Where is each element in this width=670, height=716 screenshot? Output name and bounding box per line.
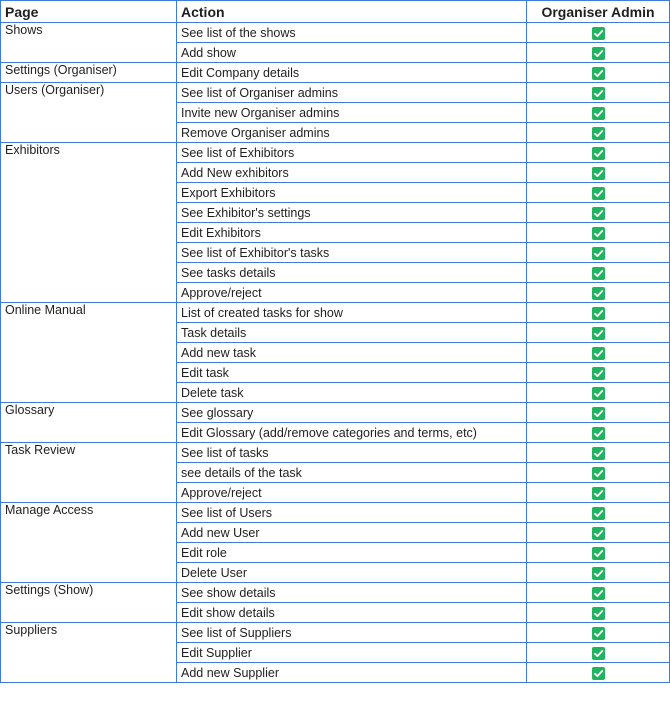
- action-cell: Export Exhibitors: [177, 183, 527, 203]
- organiser-admin-cell: [527, 83, 670, 103]
- checkmark-icon: [592, 607, 605, 620]
- page-cell: Users (Organiser): [1, 83, 177, 143]
- permissions-body: [1, 23, 670, 683]
- action-cell: Edit Supplier: [177, 643, 527, 663]
- action-cell: See Exhibitor's settings: [177, 203, 527, 223]
- organiser-admin-cell: [527, 583, 670, 603]
- action-cell: Delete task: [177, 383, 527, 403]
- checkmark-icon: [592, 267, 605, 280]
- checkmark-icon: [592, 467, 605, 480]
- action-cell: Edit show details: [177, 603, 527, 623]
- table-row: [1, 83, 670, 103]
- organiser-admin-cell: [527, 543, 670, 563]
- table-row: [1, 503, 670, 523]
- action-cell: See glossary: [177, 403, 527, 423]
- action-cell: Add show: [177, 43, 527, 63]
- header-row: [1, 1, 670, 23]
- organiser-admin-cell: [527, 223, 670, 243]
- checkmark-icon: [592, 587, 605, 600]
- checkmark-icon: [592, 247, 605, 260]
- action-cell: Edit Company details: [177, 63, 527, 83]
- page-cell: Task Review: [1, 443, 177, 503]
- action-cell: Edit role: [177, 543, 527, 563]
- table-row: [1, 143, 670, 163]
- checkmark-icon: [592, 227, 605, 240]
- table-row: [1, 303, 670, 323]
- action-cell: Add new User: [177, 523, 527, 543]
- checkmark-icon: [592, 47, 605, 60]
- checkmark-icon: [592, 387, 605, 400]
- organiser-admin-cell: [527, 103, 670, 123]
- action-cell: See list of Exhibitor's tasks: [177, 243, 527, 263]
- checkmark-icon: [592, 167, 605, 180]
- page-cell: Suppliers: [1, 623, 177, 683]
- checkmark-icon: [592, 107, 605, 120]
- checkmark-icon: [592, 87, 605, 100]
- organiser-admin-cell: [527, 43, 670, 63]
- checkmark-icon: [592, 647, 605, 660]
- organiser-admin-cell: [527, 343, 670, 363]
- action-cell: Edit Glossary (add/remove categories and terms, etc): [177, 423, 527, 443]
- checkmark-icon: [592, 347, 605, 360]
- organiser-admin-cell: [527, 643, 670, 663]
- action-cell: List of created tasks for show: [177, 303, 527, 323]
- organiser-admin-cell: [527, 183, 670, 203]
- action-cell: See tasks details: [177, 263, 527, 283]
- page-cell: Settings (Organiser): [1, 63, 177, 83]
- organiser-admin-cell: [527, 203, 670, 223]
- organiser-admin-cell: [527, 663, 670, 683]
- action-cell: Add new task: [177, 343, 527, 363]
- action-cell: Approve/reject: [177, 283, 527, 303]
- checkmark-icon: [592, 667, 605, 680]
- checkmark-icon: [592, 307, 605, 320]
- checkmark-icon: [592, 627, 605, 640]
- checkmark-icon: [592, 547, 605, 560]
- action-cell: See show details: [177, 583, 527, 603]
- action-cell: Add New exhibitors: [177, 163, 527, 183]
- table-row: [1, 443, 670, 463]
- checkmark-icon: [592, 427, 605, 440]
- organiser-admin-cell: [527, 163, 670, 183]
- checkmark-icon: [592, 487, 605, 500]
- organiser-admin-cell: [527, 283, 670, 303]
- organiser-admin-cell: [527, 523, 670, 543]
- table-row: [1, 583, 670, 603]
- checkmark-icon: [592, 447, 605, 460]
- checkmark-icon: [592, 207, 605, 220]
- checkmark-icon: [592, 507, 605, 520]
- organiser-admin-cell: [527, 443, 670, 463]
- organiser-admin-cell: [527, 263, 670, 283]
- table-row: [1, 23, 670, 43]
- action-cell: See list of the shows: [177, 23, 527, 43]
- action-cell: Delete User: [177, 563, 527, 583]
- checkmark-icon: [592, 567, 605, 580]
- action-cell: Remove Organiser admins: [177, 123, 527, 143]
- checkmark-icon: [592, 367, 605, 380]
- page-cell: Glossary: [1, 403, 177, 443]
- checkmark-icon: [592, 127, 605, 140]
- action-cell: See list of Suppliers: [177, 623, 527, 643]
- organiser-admin-cell: [527, 403, 670, 423]
- action-cell: Invite new Organiser admins: [177, 103, 527, 123]
- organiser-admin-cell: [527, 123, 670, 143]
- page-column-header: Page: [1, 1, 177, 23]
- checkmark-icon: [592, 287, 605, 300]
- checkmark-icon: [592, 187, 605, 200]
- action-cell: Edit Exhibitors: [177, 223, 527, 243]
- organiser-admin-cell: [527, 423, 670, 443]
- organiser-admin-cell: [527, 623, 670, 643]
- action-cell: Edit task: [177, 363, 527, 383]
- organiser-admin-cell: [527, 463, 670, 483]
- organiser-admin-column-header: Organiser Admin: [527, 1, 670, 23]
- organiser-admin-cell: [527, 323, 670, 343]
- action-column-header: Action: [177, 1, 527, 23]
- checkmark-icon: [592, 327, 605, 340]
- checkmark-icon: [592, 407, 605, 420]
- organiser-admin-cell: [527, 383, 670, 403]
- checkmark-icon: [592, 527, 605, 540]
- organiser-admin-cell: [527, 503, 670, 523]
- organiser-admin-cell: [527, 303, 670, 323]
- action-cell: See list of Exhibitors: [177, 143, 527, 163]
- checkmark-icon: [592, 27, 605, 40]
- organiser-admin-cell: [527, 243, 670, 263]
- page-cell: Online Manual: [1, 303, 177, 403]
- page-cell: Exhibitors: [1, 143, 177, 303]
- table-row: [1, 63, 670, 83]
- action-cell: See list of Organiser admins: [177, 83, 527, 103]
- table-row: [1, 403, 670, 423]
- action-cell: See list of tasks: [177, 443, 527, 463]
- page-cell: Manage Access: [1, 503, 177, 583]
- checkmark-icon: [592, 67, 605, 80]
- action-cell: see details of the task: [177, 463, 527, 483]
- organiser-admin-cell: [527, 143, 670, 163]
- table-row: [1, 623, 670, 643]
- organiser-admin-cell: [527, 603, 670, 623]
- action-cell: Task details: [177, 323, 527, 343]
- action-cell: Add new Supplier: [177, 663, 527, 683]
- action-cell: Approve/reject: [177, 483, 527, 503]
- organiser-admin-cell: [527, 23, 670, 43]
- page-cell: Settings (Show): [1, 583, 177, 623]
- organiser-admin-cell: [527, 363, 670, 383]
- page-cell: Shows: [1, 23, 177, 63]
- checkmark-icon: [592, 147, 605, 160]
- organiser-admin-cell: [527, 63, 670, 83]
- organiser-admin-cell: [527, 563, 670, 583]
- action-cell: See list of Users: [177, 503, 527, 523]
- organiser-admin-cell: [527, 483, 670, 503]
